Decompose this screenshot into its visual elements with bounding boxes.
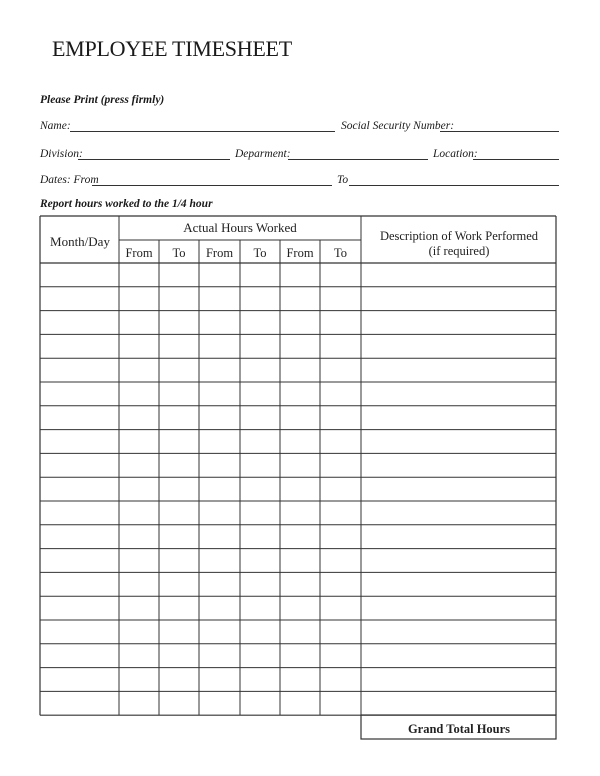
hours-subheader-to: To xyxy=(253,246,267,260)
report-instruction: Report hours worked to the 1/4 hour xyxy=(40,198,213,210)
hours-subheader-from: From xyxy=(125,246,153,260)
division-label: Division: xyxy=(40,148,83,160)
hours-subheader-from: From xyxy=(286,246,314,260)
description-header: Description of Work Performed xyxy=(379,229,539,243)
form-title: EMPLOYEE TIMESHEET xyxy=(52,36,292,61)
department-label: Deparment: xyxy=(235,148,291,160)
print-instruction: Please Print (press firmly) xyxy=(40,94,165,106)
grand-total-label: Grand Total Hours xyxy=(407,722,511,736)
name-label: Name: xyxy=(40,120,71,132)
actual-hours-header: Actual Hours Worked xyxy=(183,220,297,235)
dates-to-label: To xyxy=(337,174,349,186)
hours-subheader-to: To xyxy=(333,246,348,260)
hours-subheader-to: To xyxy=(172,246,186,260)
hours-subheader-from: From xyxy=(205,246,234,260)
month-day-header: Month/Day xyxy=(50,234,110,249)
dates-from-label: Dates: From xyxy=(40,174,99,186)
ssn-label: Social Security Number: xyxy=(341,120,455,132)
description-subheader: (if required) xyxy=(428,244,490,258)
location-label: Location: xyxy=(433,148,478,160)
